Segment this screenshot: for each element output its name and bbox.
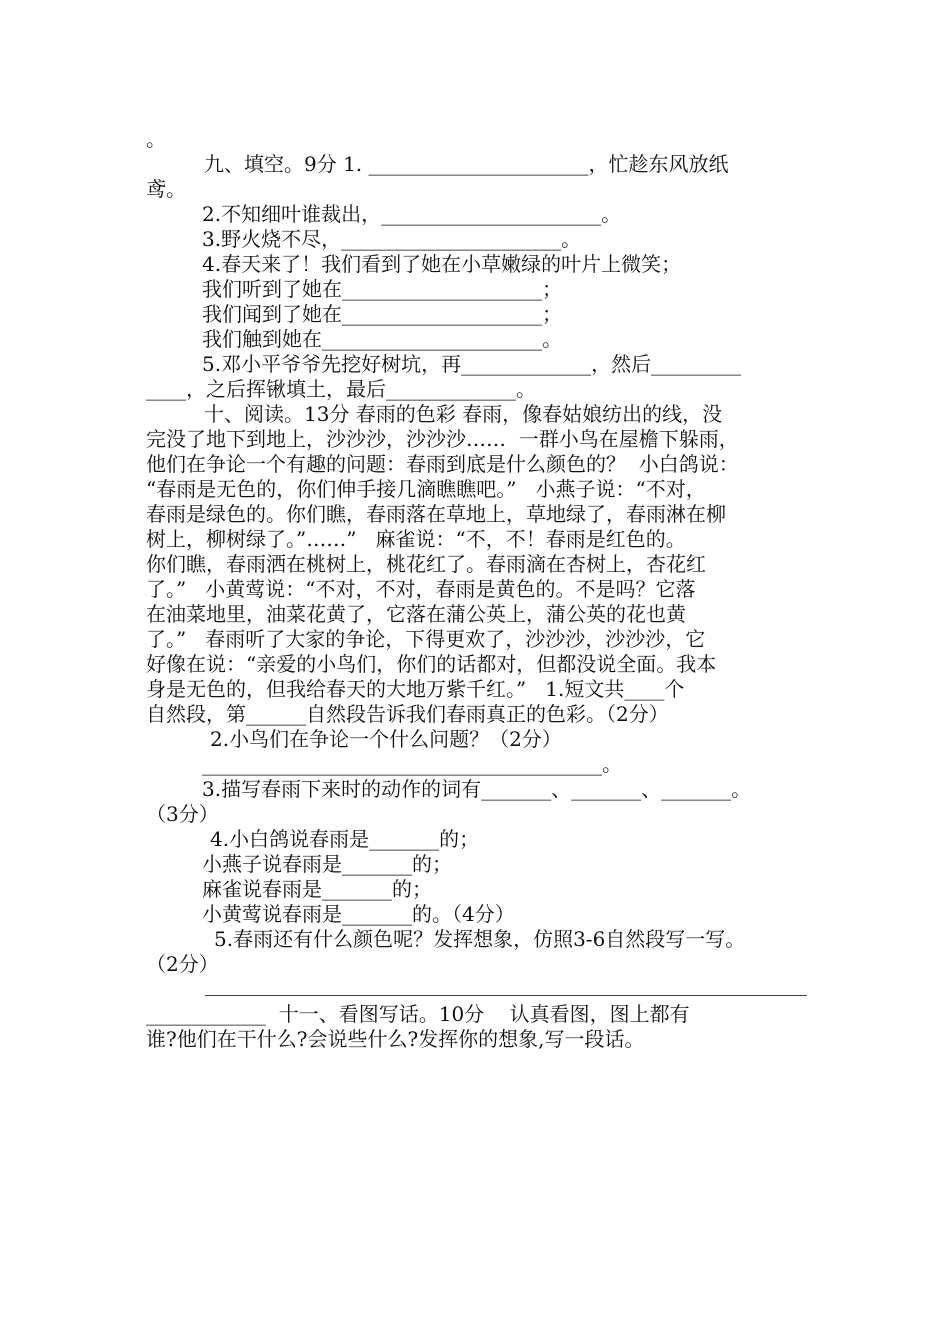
- text-line: 谁?他们在干什么?会说些什么?发挥你的想象,写一段话。: [146, 1027, 645, 1051]
- text-line: 鸢。: [146, 177, 186, 201]
- text-line: （3分）: [146, 802, 219, 826]
- text-line: 春雨是绿色的。你们瞧，春雨落在草地上，草地绿了，春雨淋在柳: [146, 502, 726, 526]
- text-line: 在油菜地里，油菜花黄了，它落在蒲公英上，蒲公英的花也黄: [146, 602, 686, 626]
- text-line: （2分）: [146, 952, 219, 976]
- text-line: 。: [146, 127, 166, 151]
- text-line: 九、填空。9分 1. ______________________，忙趁东风放纸: [204, 152, 729, 176]
- text-line: 了。” 春雨听了大家的争论，下得更欢了，沙沙沙，沙沙沙，它: [146, 627, 706, 651]
- text-line: ____________ 十一、看图写话。10分 认真看图，图上都有: [146, 1002, 690, 1026]
- text-line: 树上，柳树绿了。”……” 麻雀说：“不，不！春雨是红色的。: [146, 527, 686, 551]
- text-line: 自然段，第______自然段告诉我们春雨真正的色彩。（2分）: [146, 702, 669, 726]
- text-line: 身是无色的，但我给春天的大地万紫千红。” 1.短文共____个: [146, 677, 685, 701]
- text-line: 5.邓小平爷爷先挖好树坑，再_____________，然后_________: [202, 352, 742, 376]
- text-line: 3.描写春雨下来时的动作的词有_______、_______、_______。: [202, 777, 752, 801]
- text-line: 完没了地下到地上，沙沙沙，沙沙沙…… 一群小鸟在屋檐下躲雨，: [146, 427, 739, 451]
- text-line: ________________________________________。: [202, 752, 622, 776]
- text-line: 了。” 小黄莺说：“不对，不对，春雨是黄色的。不是吗？它落: [146, 577, 696, 601]
- text-line: 2.小鸟们在争论一个什么问题？（2分）: [210, 727, 562, 751]
- text-line: 4.春天来了！我们看到了她在小草嫩绿的叶片上微笑；: [202, 252, 682, 276]
- text-line: 好像在说：“亲爱的小鸟们，你们的话都对，但都没说全面。我本: [146, 652, 717, 676]
- answer-line: [205, 995, 807, 996]
- text-line: 小燕子说春雨是_______的；: [202, 852, 452, 876]
- text-line: 4.小白鸽说春雨是_______的；: [210, 827, 480, 851]
- text-line: 你们瞧，春雨洒在桃树上，桃花红了。春雨滴在杏树上，杏花红: [146, 552, 706, 576]
- text-line: 我们触到她在______________________。: [202, 327, 562, 351]
- text-line: 小黄莺说春雨是_______的。（4分）: [202, 902, 515, 926]
- text-line: 麻雀说春雨是_______的；: [202, 877, 432, 901]
- text-line: 十、阅读。13分 春雨的色彩 春雨，像春姑娘纺出的线，没: [204, 402, 723, 426]
- text-line: 他们在争论一个有趣的问题：春雨到底是什么颜色的？ 小白鸽说：: [146, 452, 739, 476]
- text-line: 3.野火烧不尽，______________________。: [202, 227, 582, 251]
- text-line: “春雨是无色的，你们伸手接几滴瞧瞧吧。” 小燕子说：“不对，: [146, 477, 706, 501]
- text-line: 2.不知细叶谁裁出，______________________。: [202, 202, 622, 226]
- text-line: ____，之后挥锹填土，最后_____________。: [146, 377, 536, 401]
- text-line: 5.春雨还有什么颜色呢？发挥想象，仿照3-6自然段写一写。: [214, 927, 746, 951]
- text-line: 我们闻到了她在____________________；: [202, 302, 562, 326]
- text-line: 我们听到了她在____________________；: [202, 277, 562, 301]
